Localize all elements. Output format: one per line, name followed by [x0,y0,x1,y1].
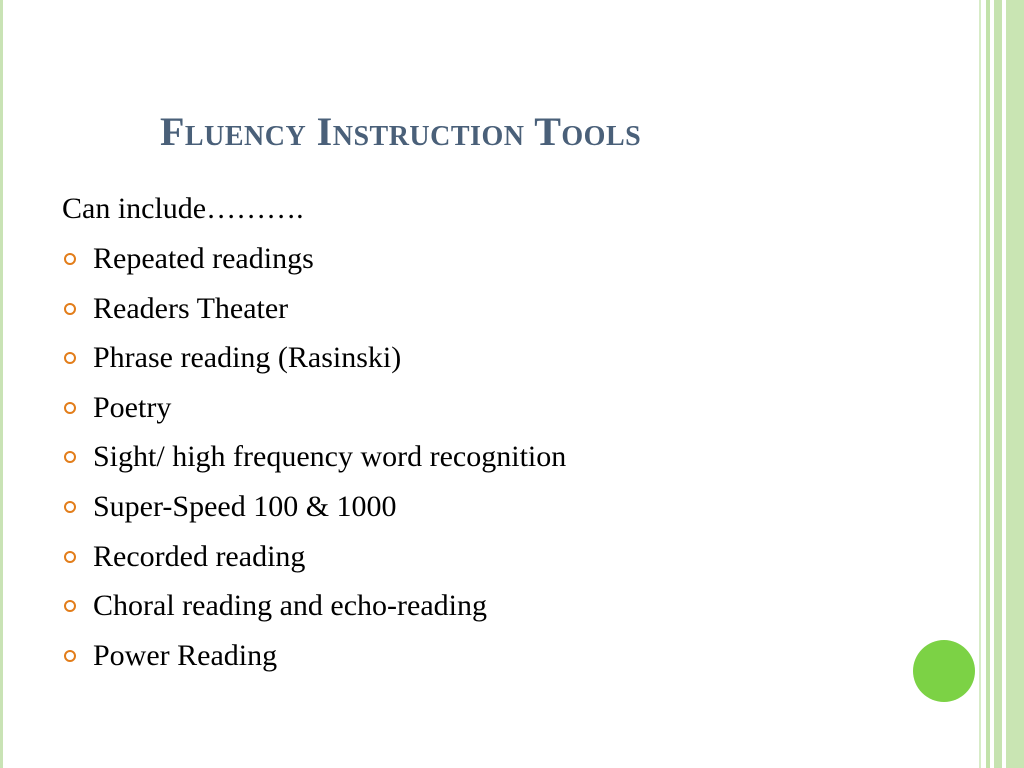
hollow-circle-bullet-icon [64,451,76,463]
bullet-item [62,583,882,633]
bullet-text: Choral reading and echo-reading [93,589,487,623]
bullet-item [62,633,882,683]
bullet-item [62,484,882,534]
slide-title: Fluency Instruction Tools [160,109,642,154]
bullet-text: Sight/ high frequency word recognition [93,440,567,474]
bullet-text: Super-Speed 100 & 1000 [93,489,397,523]
bullet-text: Power Reading [93,638,278,672]
hollow-circle-bullet-icon [64,303,76,315]
bullet-text: Poetry [93,390,172,424]
bullet-text: Recorded reading [93,539,306,573]
bullet-item [62,335,882,385]
bullet-item [62,534,882,584]
bullet-list [62,236,882,682]
hollow-circle-bullet-icon [64,501,76,513]
bullet-item [62,385,882,435]
hollow-circle-bullet-icon [64,253,76,265]
left-border-decoration [0,0,3,768]
right-stripe-decoration [976,0,1024,768]
bullet-text: Repeated readings [93,242,314,275]
bullet-item [62,434,882,484]
slide-body [62,186,882,682]
hollow-circle-bullet-icon [64,352,76,364]
bullet-item [62,286,882,336]
hollow-circle-bullet-icon [64,402,76,414]
bullet-item [62,236,882,286]
intro-text: Can include………. [62,192,304,225]
hollow-circle-bullet-icon [64,551,76,563]
green-circle-icon [913,640,975,702]
bullet-text: Readers Theater [93,291,289,325]
bullet-text: Phrase reading (Rasinski) [93,341,402,375]
hollow-circle-bullet-icon [64,650,76,662]
hollow-circle-bullet-icon [64,600,76,612]
